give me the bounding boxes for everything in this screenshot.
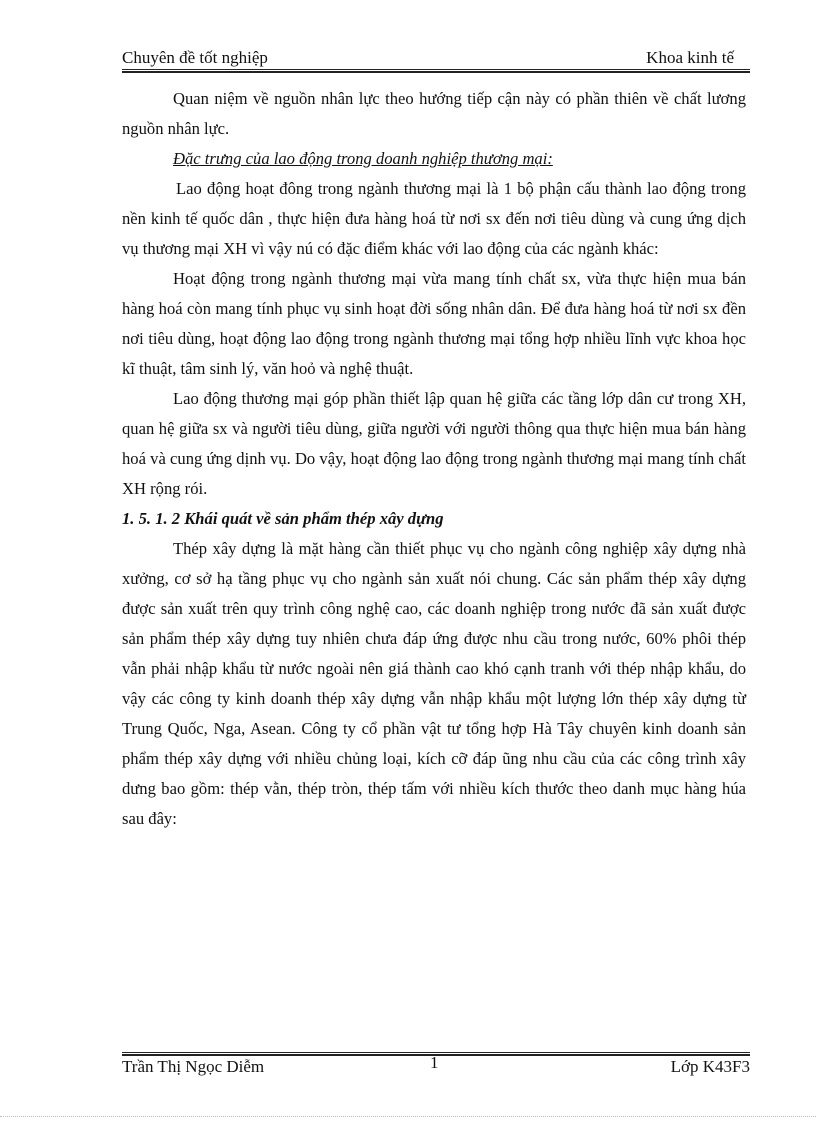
page-footer xyxy=(122,1054,750,1078)
page-header xyxy=(122,46,740,70)
paragraph-commerce-activity: Hoạt động trong ngành thương mại vừa mang tính chất sx, vừa thực hiện mua bán hàng hoá còn mang tính phục vụ sinh hoạt đời sống nhân dân. Để đưa hàng hoá từ nơi sx đền nơi tiêu dùng, hoạt động lao động trong ngành thương mại tổng hợp nhiều lĩnh vực khoa học kĩ thuật, tâm sinh lý, văn hoỏ và nghệ thuật. xyxy=(122,269,746,378)
header-title: Chuyên đề tốt nghiệp xyxy=(122,48,268,67)
document-body xyxy=(122,84,746,834)
page-bottom-dotted-line xyxy=(0,1116,816,1117)
paragraph-hr-concept: Quan niệm về nguồn nhân lực theo hướng tiếp cận này có phần thiên về chất lương nguồn nhân lực. xyxy=(122,89,746,138)
footer-author: Trần Thị Ngọc Diễm xyxy=(122,1057,265,1076)
header-department: Khoa kinh tế xyxy=(646,48,734,67)
section-title-steel-products: 1. 5. 1. 2 Khái quát về sản phẩm thép xây dựng xyxy=(122,509,444,528)
paragraph-social-relations: Lao động thương mại góp phần thiết lập quan hệ giữa các tầng lớp dân cư trong XH, quan hệ giữa sx và người tiêu dùng, giữa người với người thông qua thực hiện mua bán hàng hoá và cung ứng dịnh vụ. Do vậy, hoạt động lao động trong ngành thương mại mang tính chất XH rộng rói. xyxy=(122,389,746,498)
paragraph-labor-overview: Lao động hoạt đông trong ngành thương mại là 1 bộ phận cấu thành lao động trong nền kinh tế quốc dân , thực hiện đưa hàng hoá từ nơi sx đến nơi tiêu dùng và cung ứng dịch vụ thương mại XH vì vậy nú có đặc điểm khác với lao động của các ngành khác: xyxy=(122,179,746,258)
footer-page-number: 1 xyxy=(430,1053,439,1072)
paragraph-steel-overview: Thép xây dựng là mặt hàng cần thiết phục vụ cho ngành công nghiệp xây dựng nhà xưởng, cơ sở hạ tầng phục vụ cho ngành sản xuất nói chung. Các sản phẩm thép xây dựng được sản xuất trên quy trình công nghệ cao, các doanh nghiệp trong nước đã sản xuất được sản phẩm thép xây dựng tuy nhiên chưa đáp ứng được nhu cầu trong nước, 60% phôi thép vẫn phải nhập khẩu từ nước ngoài nên giá thành cao khó cạnh tranh với thép nhập khẩu, do vậy các công ty kinh doanh thép xây dựng vẫn nhập khẩu một lượng lớn thép xây dựng từ Trung Quốc, Nga, Asean. Công ty cổ phần vật tư tổng hợp Hà Tây chuyên kinh doanh sản phẩm thép xây dựng với nhiều chủng loại, kích cỡ đáp ũng nhu cầu của các công trình xây dưng bao gồm: thép vằn, thép tròn, thép tấm với nhiều kích thước theo danh mục hàng húa sau đây: xyxy=(122,539,746,828)
subheading-labor-characteristics: Đặc trưng của lao động trong doanh nghiệp thương mại: xyxy=(173,149,553,168)
header-divider xyxy=(122,69,750,73)
footer-class: Lớp K43F3 xyxy=(670,1057,750,1076)
